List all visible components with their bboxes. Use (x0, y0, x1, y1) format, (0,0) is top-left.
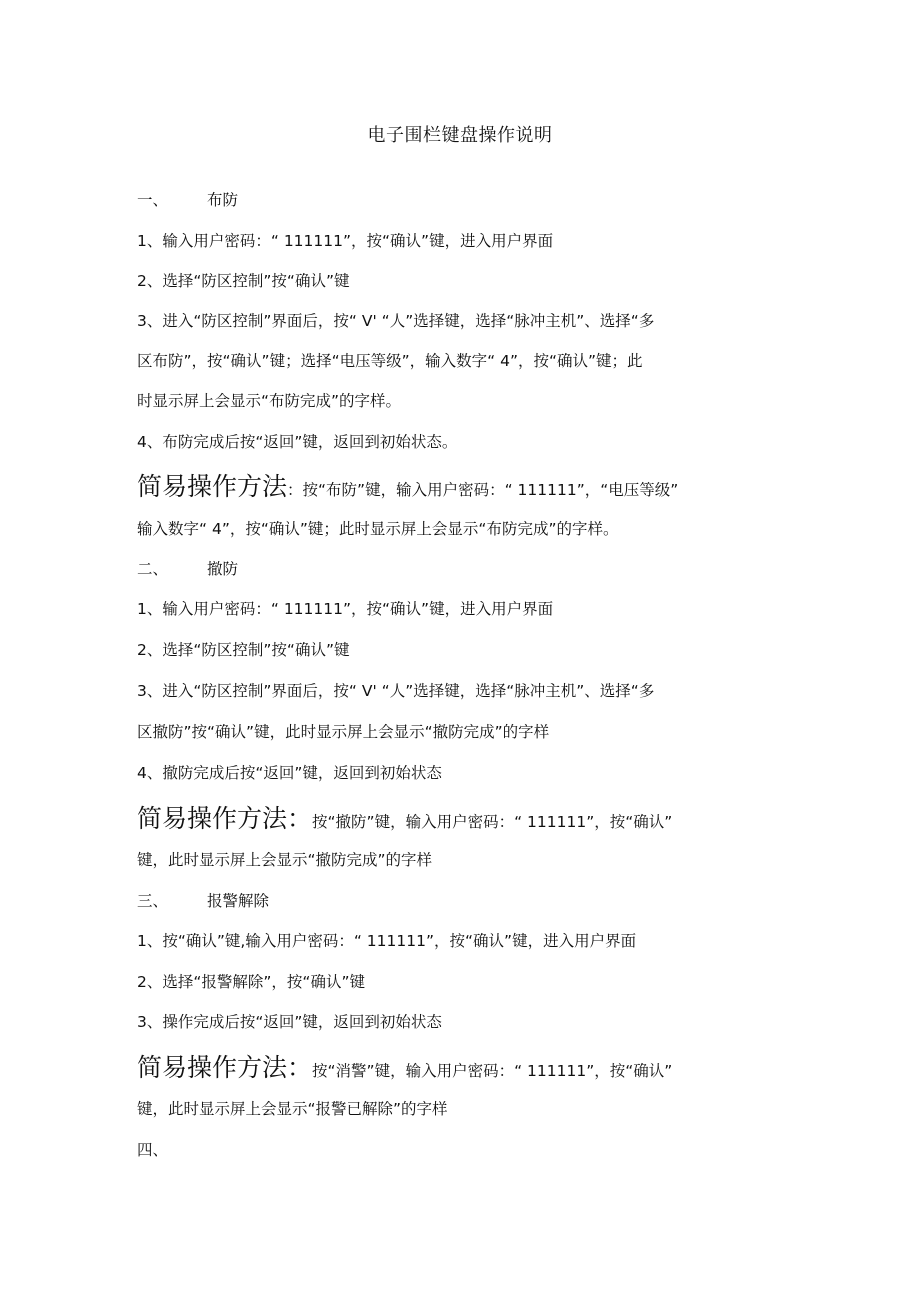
step-line: 1、按“确认”键,输入用户密码：“ 111111”，按“确认”键，进入用户界面 (137, 932, 637, 950)
simple-method-text: 按“撤防”键，输入用户密码：“ 111111”，按“确认” (312, 813, 673, 831)
simple-method-text: 按“消警”键，输入用户密码：“ 111111”，按“确认” (312, 1062, 673, 1080)
simple-method (137, 472, 787, 505)
section-number: 二、 (137, 560, 169, 578)
section-heading-3 (137, 890, 787, 912)
step-line: 4、布防完成后按“返回”键，返回到初始状态。 (137, 433, 458, 451)
simple-method-continued: 输入数字“ 4”，按“确认”键；此时显示屏上会显示“布防完成”的字样。 (137, 520, 619, 538)
simple-method-continued: 键，此时显示屏上会显示“报警已解除”的字样 (137, 1100, 448, 1118)
step-line: 3、操作完成后按“返回”键，返回到初始状态 (137, 1013, 442, 1031)
section-heading-2 (137, 558, 787, 580)
simple-method-text: ：按“布防”键，输入用户密码：“ 111111”，“电压等级” (287, 481, 679, 499)
section-title: 布防 (207, 191, 239, 209)
step-line: 4、撤防完成后按“返回”键，返回到初始状态 (137, 764, 442, 782)
section-heading-4 (137, 1139, 787, 1161)
step-line: 区撤防”按“确认”键，此时显示屏上会显示“撤防完成”的字样 (137, 723, 550, 741)
document-title: 电子围栏键盘操作说明 (367, 125, 553, 146)
section-heading-1 (137, 189, 787, 211)
step-line: 1、输入用户密码：“ 111111”，按“确认”键，进入用户界面 (137, 600, 554, 618)
step-line: 2、选择“报警解除”，按“确认”键 (137, 973, 365, 991)
section-number: 三、 (137, 892, 169, 910)
simple-method (137, 804, 787, 837)
simple-method-label: 简易操作方法： (137, 804, 313, 833)
section-number: 一、 (137, 191, 169, 209)
step-line: 区布防”，按“确认”键；选择“电压等级”，输入数字“ 4”，按“确认”键；此 (137, 352, 643, 370)
step-line: 2、选择“防区控制”按“确认”键 (137, 641, 350, 659)
simple-method-label: 简易操作方法： (137, 1053, 313, 1082)
step-line: 3、进入“防区控制”界面后，按“ V' “人”选择键，选择“脉冲主机”、选择“多 (137, 682, 655, 700)
simple-method (137, 1053, 787, 1086)
step-line: 时显示屏上会显示“布防完成”的字样。 (137, 392, 402, 410)
section-number: 四、 (137, 1141, 169, 1159)
step-line: 1、输入用户密码：“ 111111”，按“确认”键，进入用户界面 (137, 232, 554, 250)
section-title: 撤防 (207, 560, 239, 578)
step-line: 2、选择“防区控制”按“确认”键 (137, 272, 350, 290)
simple-method-label: 简易操作方法 (137, 472, 288, 501)
section-title: 报警解除 (207, 892, 270, 910)
step-line: 3、进入“防区控制”界面后，按“ V' “人”选择键，选择“脉冲主机”、选择“多 (137, 312, 655, 330)
simple-method-continued: 键，此时显示屏上会显示“撤防完成”的字样 (137, 851, 433, 869)
